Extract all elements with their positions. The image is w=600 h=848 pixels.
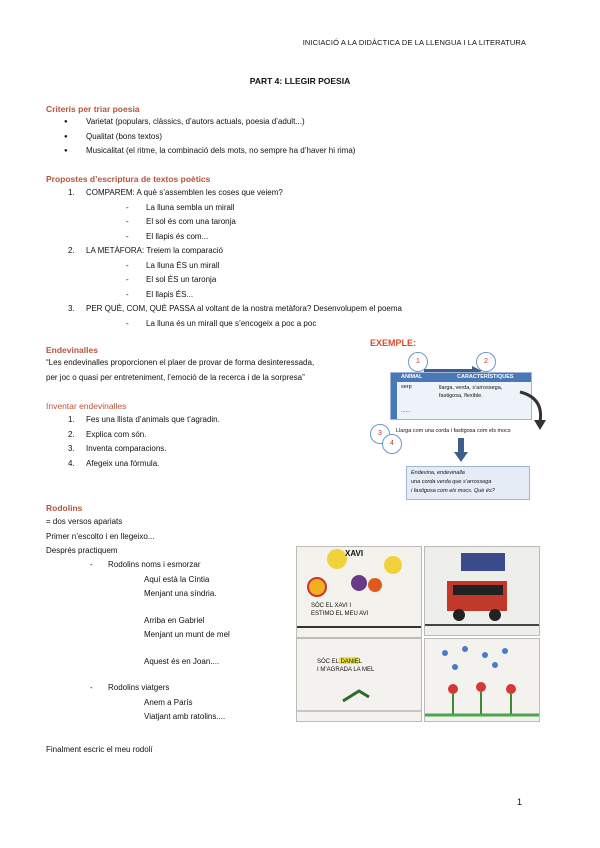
quote-line: “Les endevinalles proporcionen el plaer de provar de forma desinteressada, <box>46 358 315 367</box>
running-header: INICIACIÓ A LA DIDÀCTICA DE LA LLENGUA I LA LITERATURA <box>302 38 526 47</box>
sub-item: - El llapis ÉS... <box>126 289 194 299</box>
list-item: ● Qualitat (bons textos) <box>64 131 163 141</box>
sub-item: - El llapis és com... <box>126 231 209 241</box>
step-4-badge: 4 <box>382 434 402 454</box>
table-cell: llarga, verda, s’arrossega, fastigosa, flexible. <box>439 385 503 399</box>
curved-arrow-icon <box>514 388 550 434</box>
list-item: ● Musicalitat (el ritme, la combinació dels mots, no sempre ha d’haver hi rima) <box>64 146 356 155</box>
list-item: 3. Inventa comparacions. <box>68 444 167 453</box>
inventar-list <box>0 413 300 471</box>
step-3-badge: 3 <box>370 424 390 444</box>
step-4-box: Endevina, endevinalla una corda verda que s’arrossega i fastigosa com els mocs. Què és? <box>406 466 530 500</box>
sub-item: - La lluna sembla un mirall <box>126 202 235 212</box>
sub-item: - El sol ÉS un taronja <box>126 275 217 284</box>
sub-item: - La lluna és un mirall que s’encogeix a poc a poc <box>126 318 317 328</box>
sub-item: - Rodolins viatgers <box>90 683 170 692</box>
list-item: 3. PER QUÈ, COM, QUÈ PASSA al voltant de la nostra metàfora? Desenvolupem el poema <box>68 304 402 313</box>
propostes-heading: Propostes d’escriptura de textos poètics <box>46 174 211 184</box>
sub-item: - El sol és com una taronja <box>126 217 236 226</box>
final-line: Finalment escric el meu rodolí <box>46 745 153 754</box>
exemple-figure <box>364 338 554 508</box>
step-2-badge: 2 <box>476 352 496 372</box>
drawing-flowers <box>424 638 540 722</box>
page-title: PART 4: LLEGIR POESIA <box>249 76 351 86</box>
propostes-list <box>0 186 600 331</box>
quote-line: per joc o quasi per entreteniment, l’emoció de la recerca i de la sorpresa” <box>46 372 305 382</box>
rodolins-heading: Rodolins <box>46 503 83 513</box>
page-number: 1 <box>517 797 523 807</box>
endevinalles-heading: Endevinalles <box>46 345 98 355</box>
list-item: 4. Afegeix una fórmula. <box>68 458 160 468</box>
characteristics-table <box>390 372 532 420</box>
rodolins-intro: = dos versos apariats Primer n’escolto i en llegeixo... Després practiquem <box>46 517 155 555</box>
table-cell: ...... <box>401 408 411 414</box>
drawing-bus <box>424 546 540 636</box>
list-item: 2. Explica com són. <box>68 429 147 439</box>
criteris-heading: Criteris per triar poesia <box>46 104 140 114</box>
step-1-badge: 1 <box>408 352 428 372</box>
exemple-label: EXEMPLE: <box>370 338 417 348</box>
rodolins-examples: - Rodolins noms i esmorzar Aquí està la Cíntia Menjant una síndria. Arriba en Gabriel Menjant un munt de mel Aquest és en Joan.... - Rodolins viatgers Anem a París Viatjant amb ratolins.... <box>0 558 300 725</box>
arrow-down-icon <box>454 438 468 462</box>
list-item: 1. Fes una llista d’animals que t’agradin. <box>68 415 220 424</box>
endevinalles-quote <box>46 356 314 385</box>
table-header: ANIMAL CARACTERÍSTIQUES <box>391 373 531 382</box>
list-item: 1. COMPAREM: A què s’assemblen les coses que veiem? <box>68 188 283 197</box>
list-item: ● Varietat (populars, clàssics, d’autors actuals, poesia d’adult...) <box>64 117 305 126</box>
list-item: 2. LA METÀFORA: Treiem la comparació <box>68 246 223 255</box>
criteris-list <box>64 115 356 159</box>
drawing-xavi: XAVI SÓC EL XAVI I ESTIMO EL MEU AVI <box>296 546 422 638</box>
inventar-heading: Inventar endevinalles <box>46 401 127 411</box>
drawing-daniel: SÓC EL DANIEL I M’AGRADA LA MEL <box>296 638 422 722</box>
sub-item: - Rodolins noms i esmorzar <box>90 560 201 569</box>
sub-item: - La lluna ÉS un mirall <box>126 260 220 270</box>
step-3-text: Llarga com una corda i fastigosa com els mocs <box>396 428 511 434</box>
table-cell: serp <box>401 384 412 390</box>
